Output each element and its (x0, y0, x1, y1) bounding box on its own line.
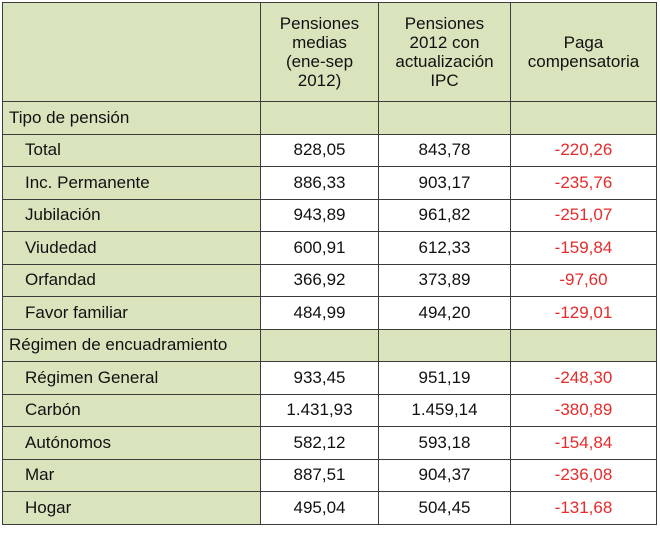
pension-media-value: 600,91 (261, 232, 379, 265)
pension-ipc-value: 903,17 (379, 167, 511, 200)
pension-media-value: 886,33 (261, 167, 379, 200)
table-row (3, 297, 657, 330)
row-label: Inc. Permanente (3, 167, 261, 200)
table-row (3, 134, 657, 167)
section-empty-cell (261, 329, 379, 362)
table-row (3, 232, 657, 265)
row-label: Viudedad (3, 232, 261, 265)
header-paga-compensatoria: Paga compensatoria (511, 3, 657, 102)
paga-compensatoria-value: -251,07 (511, 199, 657, 232)
pension-ipc-value: 612,33 (379, 232, 511, 265)
section-title: Régimen de encuadramiento (3, 329, 261, 362)
pension-media-value: 887,51 (261, 459, 379, 492)
row-label: Orfandad (3, 264, 261, 297)
table-row (3, 264, 657, 297)
table-row (3, 199, 657, 232)
header-row (3, 3, 657, 102)
row-label: Mar (3, 459, 261, 492)
section-empty-cell (261, 102, 379, 135)
table-row (3, 394, 657, 427)
paga-compensatoria-value: -129,01 (511, 297, 657, 330)
header-pensiones-medias: Pensiones medias (ene-sep 2012) (261, 3, 379, 102)
pension-table (2, 2, 657, 525)
pension-media-value: 828,05 (261, 134, 379, 167)
table-row (3, 459, 657, 492)
pension-ipc-value: 843,78 (379, 134, 511, 167)
table-row (3, 492, 657, 525)
table-row (3, 167, 657, 200)
section-row-regimen (3, 329, 657, 362)
header-pensiones-ipc: Pensiones 2012 con actualización IPC (379, 3, 511, 102)
row-label: Autónomos (3, 427, 261, 460)
pension-ipc-value: 961,82 (379, 199, 511, 232)
pension-media-value: 1.431,93 (261, 394, 379, 427)
row-label: Total (3, 134, 261, 167)
row-label: Régimen General (3, 362, 261, 395)
section-empty-cell (379, 102, 511, 135)
paga-compensatoria-value: -159,84 (511, 232, 657, 265)
section-empty-cell (511, 329, 657, 362)
paga-compensatoria-value: -154,84 (511, 427, 657, 460)
pension-media-value: 366,92 (261, 264, 379, 297)
table-row (3, 427, 657, 460)
paga-compensatoria-value: -235,76 (511, 167, 657, 200)
pension-ipc-value: 904,37 (379, 459, 511, 492)
paga-compensatoria-value: -97,60 (511, 264, 657, 297)
paga-compensatoria-value: -220,26 (511, 134, 657, 167)
pension-media-value: 943,89 (261, 199, 379, 232)
row-label: Jubilación (3, 199, 261, 232)
section-title: Tipo de pensión (3, 102, 261, 135)
pension-ipc-value: 593,18 (379, 427, 511, 460)
paga-compensatoria-value: -380,89 (511, 394, 657, 427)
pension-ipc-value: 1.459,14 (379, 394, 511, 427)
pension-ipc-value: 494,20 (379, 297, 511, 330)
row-label: Favor familiar (3, 297, 261, 330)
section-empty-cell (379, 329, 511, 362)
row-label: Hogar (3, 492, 261, 525)
pension-ipc-value: 951,19 (379, 362, 511, 395)
header-empty-cell (3, 3, 261, 102)
paga-compensatoria-value: -248,30 (511, 362, 657, 395)
pension-ipc-value: 504,45 (379, 492, 511, 525)
paga-compensatoria-value: -131,68 (511, 492, 657, 525)
pension-media-value: 933,45 (261, 362, 379, 395)
section-row-tipo-pension (3, 102, 657, 135)
section-empty-cell (511, 102, 657, 135)
pension-media-value: 495,04 (261, 492, 379, 525)
paga-compensatoria-value: -236,08 (511, 459, 657, 492)
pension-media-value: 582,12 (261, 427, 379, 460)
pension-ipc-value: 373,89 (379, 264, 511, 297)
pension-media-value: 484,99 (261, 297, 379, 330)
table-row (3, 362, 657, 395)
row-label: Carbón (3, 394, 261, 427)
